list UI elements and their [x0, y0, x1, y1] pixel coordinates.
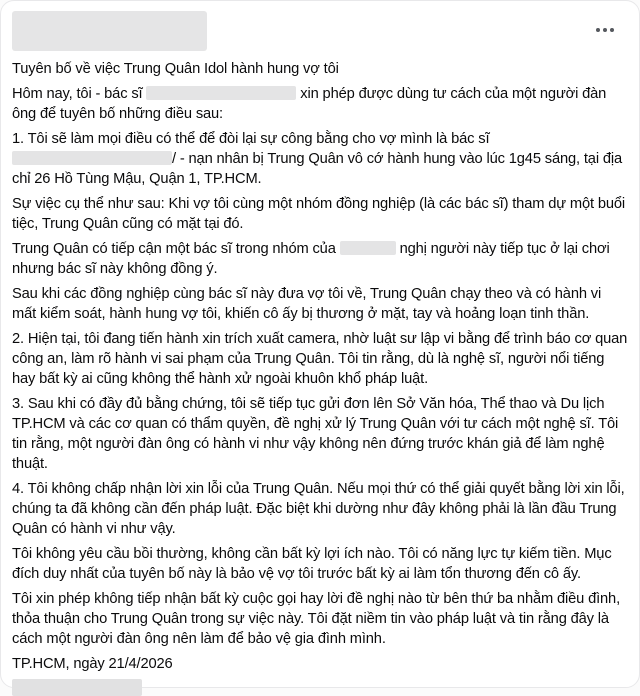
post-paragraph — [12, 394, 628, 474]
paragraph-text: / - nạn nhân bị Trung Quân vô cớ hành hung vào lúc 1g45 sáng, tại địa chỉ 26 Hồ Tùng Mậu, Quận 1, TP.HCM. — [12, 151, 623, 187]
post-paragraph — [12, 479, 628, 539]
paragraph-text: Sau khi các đồng nghiệp cùng bác sĩ này đưa vợ tôi về, Trung Quân chạy theo và có hành vi mất kiểm soát, hành hung vợ tôi, khiến cô ấy bị thương ở mặt, tay và hoảng loạn tinh thần. — [12, 286, 602, 322]
post-paragraph — [12, 654, 628, 674]
paragraph-text: xin phép được dùng tư cách của một người đàn ông để tuyên bố những điều sau: — [12, 86, 607, 122]
paragraph-text: Hôm nay, tôi - bác sĩ — [12, 86, 147, 102]
redacted-text-block — [146, 86, 296, 100]
post-paragraph — [12, 284, 628, 324]
redacted-text-block — [12, 151, 172, 165]
post-options-button[interactable] — [590, 22, 620, 38]
paragraph-text: Tuyên bố về việc Trung Quân Idol hành hung vợ tôi — [12, 61, 339, 77]
paragraph-text: 4. Tôi không chấp nhận lời xin lỗi của Trung Quân. Nếu mọi thứ có thể giải quyết bằng lời xin lỗi, chúng ta đã không cần đến pháp luật. Đặc biệt khi dường như đây không phải là lần đầu Trung Quân có hành vi như vậy. — [12, 481, 625, 537]
paragraph-text: Tôi không yêu cầu bồi thường, không cần bất kỳ lợi ích nào. Tôi có năng lực tự kiếm tiền. Mục đích duy nhất của tuyên bố này là bảo vệ vợ tôi trước bất kỳ ai làm tổn thương đến cô ấy. — [12, 546, 612, 582]
paragraph-text: 1. Tôi sẽ làm mọi điều có thể để đòi lại sự công bằng cho vợ mình là bác sĩ — [12, 131, 490, 147]
paragraph-text: Tôi xin phép không tiếp nhận bất kỳ cuộc gọi hay lời đề nghị nào từ bên thứ ba nhằm điều đình, thỏa thuận cho Trung Quân trong sự việc này. Tôi đặt niềm tin vào pháp luật và tin rằng đây là cách một người đàn ông nên làm để bảo vệ gia đình mình. — [12, 591, 621, 647]
post-paragraph — [12, 59, 628, 79]
post-paragraph — [12, 239, 628, 279]
post-paragraph — [12, 84, 628, 124]
paragraph-text: nghị người này tiếp tục ở lại chơi nhưng bác sĩ này không đồng ý. — [12, 241, 610, 277]
redacted-text-block — [340, 241, 396, 255]
redacted-author-block — [12, 11, 207, 51]
post-paragraph — [12, 589, 628, 649]
post-header — [12, 11, 628, 51]
ellipsis-icon — [596, 28, 614, 32]
post-paragraph — [12, 194, 628, 234]
post-paragraph — [12, 329, 628, 389]
paragraph-text: Trung Quân có tiếp cận một bác sĩ trong nhóm của — [12, 241, 340, 257]
paragraph-text: 3. Sau khi có đầy đủ bằng chứng, tôi sẽ tiếp tục gửi đơn lên Sở Văn hóa, Thể thao và Du lịch TP.HCM và các cơ quan có thẩm quyền, đề nghị xử lý Trung Quân với tư cách một nghệ sĩ. Tôi tin rằng, một người đàn ông có hành vi như vậy không nên đứng trước khán giả để làm nghệ thuật. — [12, 396, 619, 472]
post-paragraph — [12, 129, 628, 189]
post-paragraph — [12, 544, 628, 584]
paragraph-text: TP.HCM, ngày 21/4/2026 — [12, 656, 173, 672]
paragraph-text: 2. Hiện tại, tôi đang tiến hành xin trích xuất camera, nhờ luật sư lập vi bằng để trình báo cơ quan công an, làm rõ hành vi sai phạm của Trung Quân. Tôi tin rằng, dù là nghệ sĩ, người nổi tiếng hay bất kỳ ai cũng không thể hành xử ngoài khuôn khổ pháp luật. — [12, 331, 628, 387]
paragraph-text: Sự việc cụ thể như sau: Khi vợ tôi cùng một nhóm đồng nghiệp (là các bác sĩ) tham dự một buổi tiệc, Trung Quân cũng có mặt tại đó. — [12, 196, 626, 232]
post-body — [12, 59, 628, 674]
